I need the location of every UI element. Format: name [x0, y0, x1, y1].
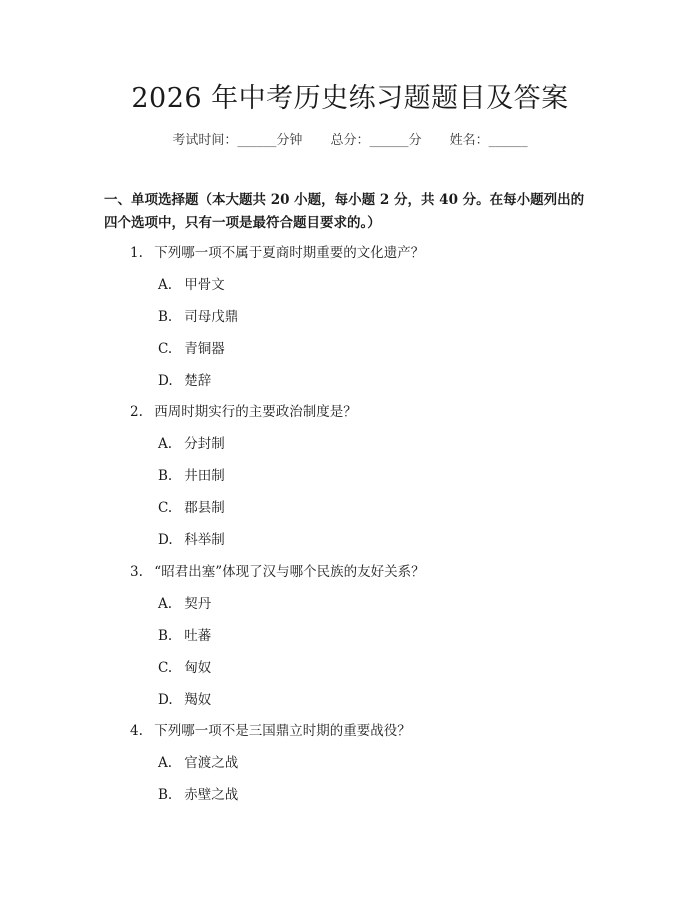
option-letter: B. [158, 628, 173, 644]
question-4 [130, 722, 600, 740]
option-text: 契丹 [184, 596, 212, 612]
question-text: 下列哪一项不属于夏商时期重要的文化遗产？ [154, 245, 425, 261]
option-text: 甲骨文 [184, 277, 225, 293]
question-text: “昭君出塞”体现了汉与哪个民族的友好关系？ [154, 564, 425, 580]
question-2-option-b [158, 467, 558, 485]
exam-time-field: 考试时间：______分钟 [172, 133, 303, 148]
question-1 [130, 244, 600, 262]
question-3-option-d [158, 691, 558, 709]
question-1-option-c [158, 340, 558, 358]
question-1-option-b [158, 308, 558, 326]
question-3-option-c [158, 659, 558, 677]
option-text: 科举制 [184, 532, 225, 548]
option-text: 郡县制 [184, 500, 225, 516]
option-letter: A. [158, 755, 173, 771]
question-number: 4. [130, 723, 143, 739]
question-number: 2. [130, 404, 143, 420]
question-2 [130, 403, 600, 421]
option-text: 司母戊鼎 [184, 309, 239, 325]
option-text: 赤壁之战 [184, 787, 239, 803]
question-number: 3. [130, 564, 143, 580]
question-1-option-d [158, 372, 558, 390]
option-text: 青铜器 [184, 341, 225, 357]
option-letter: D. [158, 532, 173, 548]
question-2-option-c [158, 499, 558, 517]
student-name-field: 姓名：______ [449, 133, 528, 148]
question-3-option-b [158, 627, 558, 645]
option-letter: A. [158, 277, 173, 293]
option-letter: A. [158, 596, 173, 612]
question-3-option-a [158, 595, 558, 613]
option-letter: D. [158, 373, 173, 389]
option-text: 羯奴 [184, 692, 212, 708]
option-text: 井田制 [184, 468, 225, 484]
option-text: 分封制 [184, 436, 225, 452]
option-text: 吐蕃 [184, 628, 212, 644]
option-letter: C. [158, 660, 173, 676]
option-letter: B. [158, 309, 173, 325]
option-letter: D. [158, 692, 173, 708]
question-4-option-b [158, 786, 558, 804]
option-text: 官渡之战 [184, 755, 239, 771]
question-text: 下列哪一项不是三国鼎立时期的重要战役？ [154, 723, 411, 739]
option-text: 楚辞 [184, 373, 212, 389]
option-letter: B. [158, 468, 173, 484]
total-score-field: 总分：______分 [330, 133, 422, 148]
question-1-option-a [158, 276, 558, 294]
page-title: 2026 年中考历史练习题题目及答案 [131, 83, 569, 114]
question-2-option-a [158, 435, 558, 453]
option-text: 匈奴 [184, 660, 212, 676]
question-2-option-d [158, 531, 558, 549]
question-3 [130, 563, 600, 581]
option-letter: A. [158, 436, 173, 452]
option-letter: B. [158, 787, 173, 803]
question-4-option-a [158, 754, 558, 772]
section-heading: 一、单项选择题（本大题共 20 小题，每小题 2 分，共 40 分。在每小题列出的四个选项中，只有一项是最符合题目要求的。） [104, 192, 585, 231]
option-letter: C. [158, 341, 173, 357]
exam-info-line [0, 132, 700, 150]
question-number: 1. [130, 245, 143, 261]
question-text: 西周时期实行的主要政治制度是？ [154, 404, 357, 420]
option-letter: C. [158, 500, 173, 516]
